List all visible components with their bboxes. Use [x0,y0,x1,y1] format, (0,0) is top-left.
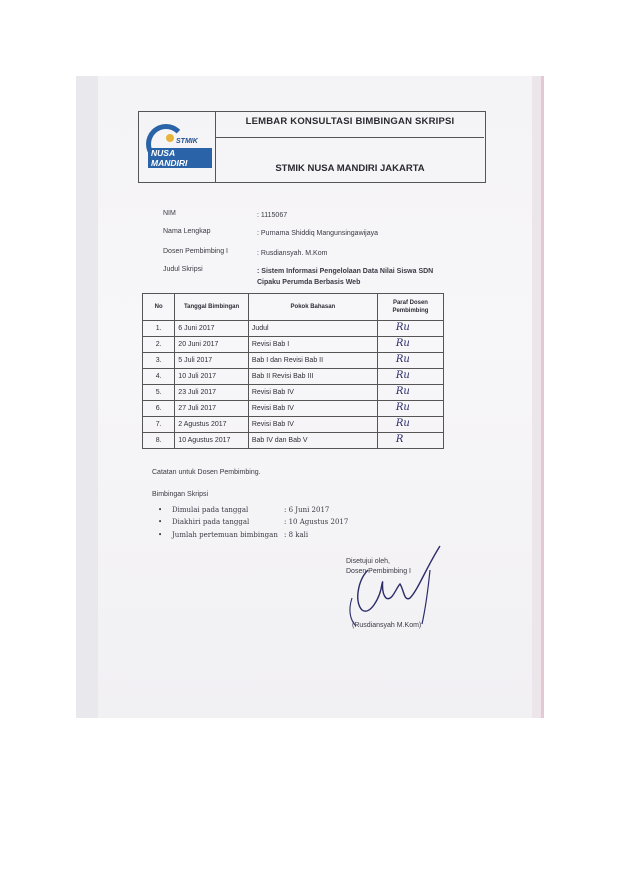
summary-value: : 8 kali [284,531,309,539]
header-no: No [143,294,175,321]
cell-tanggal: 5 Juli 2017 [175,353,249,369]
info-label: Dosen Pembimbing I [163,248,228,255]
cell-paraf [377,337,443,353]
paraf-signature: Ru [395,386,410,397]
approval-line1: Disetujui oleh, [346,558,390,565]
table-header-row [143,294,444,321]
cell-paraf [377,321,443,337]
cell-no: 4. [143,369,175,385]
cell-tanggal: 6 Juni 2017 [175,321,249,337]
logo-text-top: STMIK [176,138,198,145]
cell-tanggal: 10 Agustus 2017 [175,433,249,449]
cell-pokok: Judul [248,321,377,337]
table-row [143,417,444,433]
cell-paraf [377,417,443,433]
info-value: : Rusdiansyah. M.Kom [257,250,328,257]
info-label: NIM [163,210,176,217]
paraf-signature: Ru [395,322,410,333]
header-divider-horizontal [216,137,484,138]
scan-right-edge [541,76,544,718]
bullet-icon: • [158,518,163,526]
paraf-signature: Ru [395,338,410,349]
table-row [143,385,444,401]
paraf-signature: Ru [395,402,410,413]
table-row [143,337,444,353]
info-label: Nama Lengkap [163,228,211,235]
cell-tanggal: 20 Juni 2017 [175,337,249,353]
cell-tanggal: 23 Juli 2017 [175,385,249,401]
table-row [143,433,444,449]
cell-no: 2. [143,337,175,353]
cell-no: 6. [143,401,175,417]
paraf-signature: Ru [395,354,410,365]
cell-pokok: Bab II Revisi Bab III [248,369,377,385]
cell-tanggal: 10 Juli 2017 [175,369,249,385]
supervisor-name: (Rusdiansyah M.Kom) [352,622,422,629]
paraf-signature: Ru [395,370,410,381]
cell-no: 3. [143,353,175,369]
logo-dot-icon [166,134,174,142]
info-value: : Sistem Informasi Pengelolaan Data Nilai Siswa SDN Cipaku Perumda Berbasis Web [257,268,434,286]
supervisor-signature [340,540,450,630]
catatan-label: Catatan untuk Dosen Pembimbing. [152,469,261,476]
cell-paraf [377,369,443,385]
consultation-table [142,293,444,449]
table-row [143,401,444,417]
cell-pokok: Revisi Bab IV [248,417,377,433]
bullet-icon: • [158,531,163,539]
header-paraf: Paraf Dosen Pembimbing [377,294,443,321]
paraf-signature: R [395,434,404,445]
cell-no: 1. [143,321,175,337]
cell-tanggal: 27 Juli 2017 [175,401,249,417]
bullet-icon: • [158,506,163,514]
table-row [143,321,444,337]
cell-tanggal: 2 Agustus 2017 [175,417,249,433]
cell-paraf [377,401,443,417]
institution-name: STMIK NUSA MANDIRI JAKARTA [275,163,425,174]
approval-line2: Dosen Pembimbing I [346,568,411,575]
document-title: LEMBAR KONSULTASI BIMBINGAN SKRIPSI [245,116,455,127]
table-row [143,353,444,369]
cell-no: 7. [143,417,175,433]
info-label: Judul Skripsi [163,266,203,273]
cell-paraf [377,385,443,401]
info-value: : Purnama Shiddiq Mangunsingawijaya [257,230,379,237]
summary-value: : 10 Agustus 2017 [284,518,349,526]
header-pokok: Pokok Bahasan [248,294,377,321]
cell-pokok: Bab IV dan Bab V [248,433,377,449]
logo-text-bottom: NUSA MANDIRI [148,148,212,168]
cell-paraf [377,353,443,369]
cell-pokok: Revisi Bab I [248,337,377,353]
cell-pokok: Revisi Bab IV [248,401,377,417]
stmik-logo [142,122,212,172]
info-value: : 1115067 [257,212,288,219]
summary-label: Jumlah pertemuan bimbingan [172,531,278,539]
summary-value: : 6 Juni 2017 [284,506,330,514]
scan-left-shadow [76,76,98,718]
table-row [143,369,444,385]
paraf-signature: Ru [395,418,410,429]
cell-pokok: Bab I dan Revisi Bab II [248,353,377,369]
cell-no: 8. [143,433,175,449]
cell-pokok: Revisi Bab IV [248,385,377,401]
bimbingan-label: Bimbingan Skripsi [152,491,209,498]
header-tanggal: Tanggal Bimbingan [175,294,249,321]
cell-paraf [377,433,443,449]
cell-no: 5. [143,385,175,401]
summary-label: Diakhiri pada tanggal [172,518,250,526]
summary-label: Dimulai pada tanggal [172,506,249,514]
